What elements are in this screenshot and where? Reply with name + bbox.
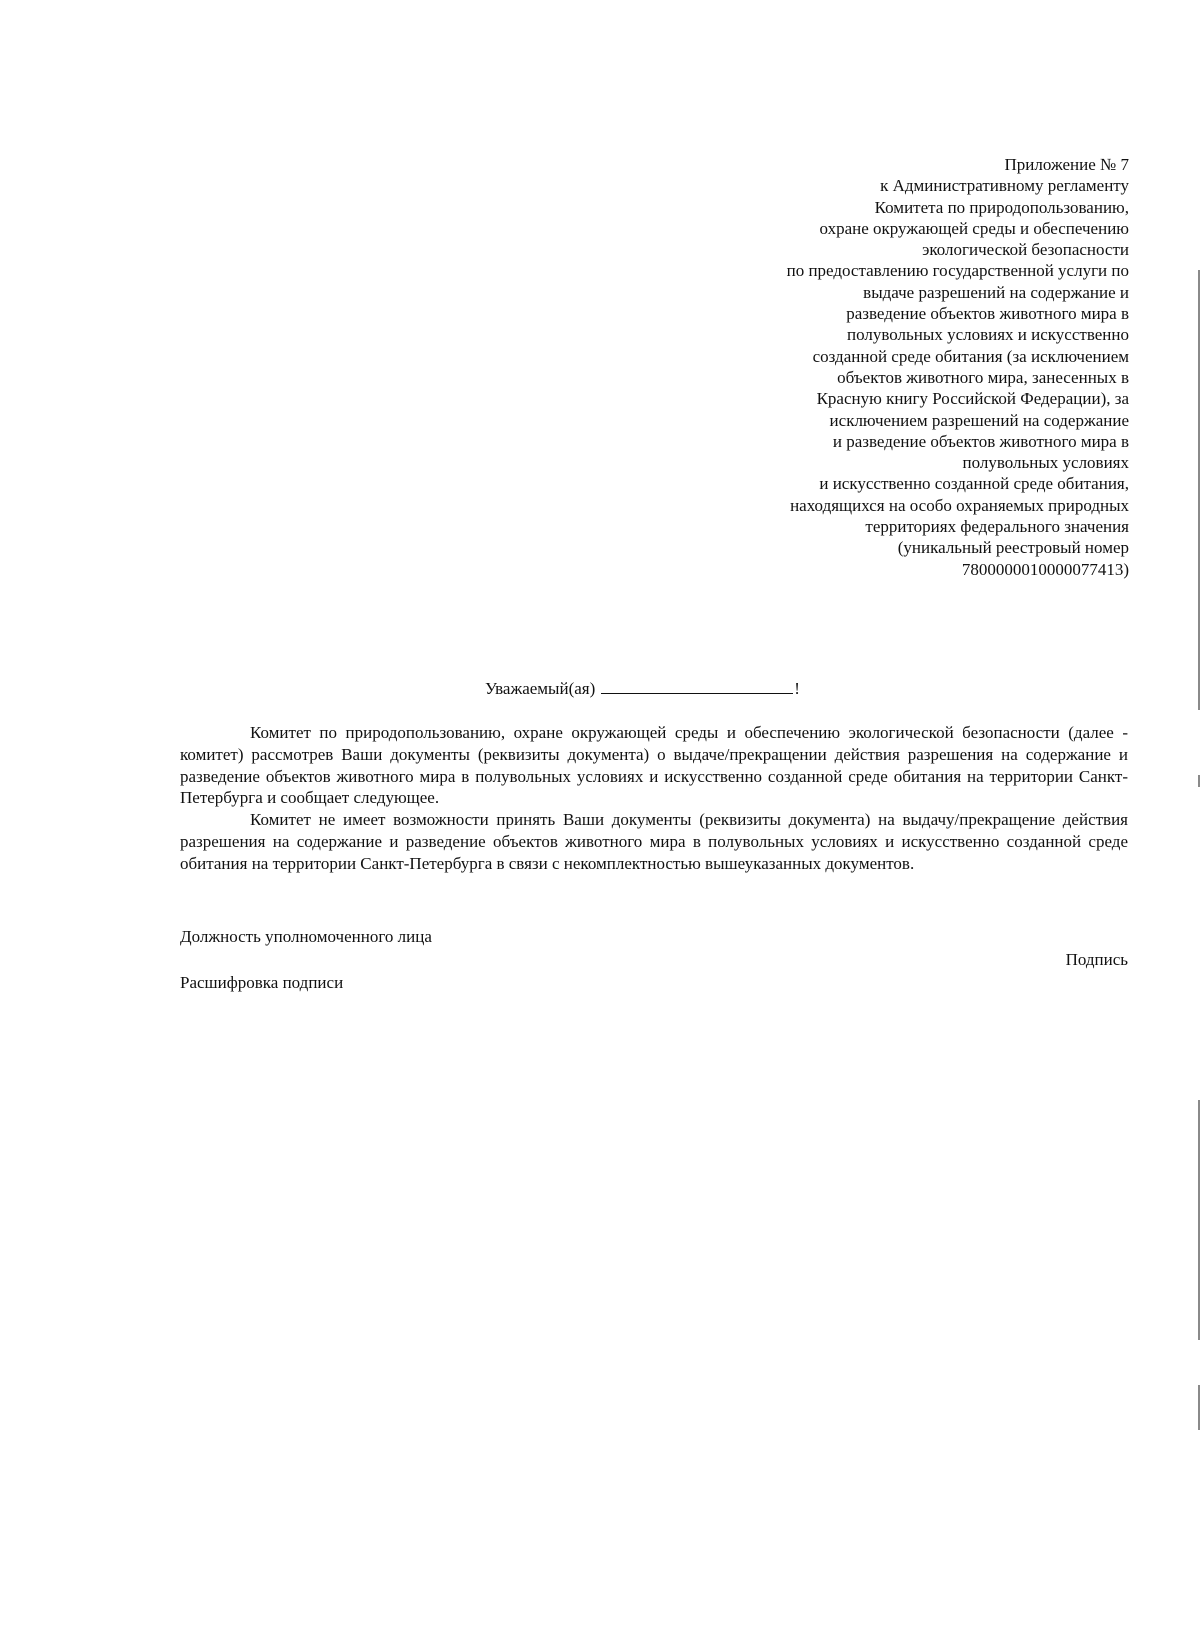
appendix-line: объектов животного мира, занесенных в (837, 367, 1129, 387)
appendix-line: Красную книгу Российской Федерации), за (816, 389, 1129, 409)
appendix-line: (уникальный реестровый номер (897, 538, 1129, 558)
appendix-line: к Административному регламенту (880, 176, 1129, 196)
appendix-line: и разведение объектов животного мира в (832, 431, 1129, 451)
appendix-line: исключением разрешений на содержание (829, 410, 1129, 430)
appendix-line: выдаче разрешений на содержание и (863, 282, 1129, 302)
position-label: Должность уполномоченного лица (180, 927, 432, 946)
appendix-line: и искусственно созданной среде обитания, (819, 474, 1129, 494)
appendix-line: Комитета по природопользованию, (874, 197, 1129, 217)
appendix-line: полувольных условиях и искусственно (847, 325, 1129, 345)
signature-label: Подпись (1065, 950, 1128, 969)
greeting-suffix: ! (794, 679, 800, 698)
appendix-line: территориях федерального значения (865, 517, 1129, 537)
body-paragraph-1: Комитет по природопользованию, охране окружающей среды и обеспечению экологической безопасности (далее - комитет) рассмотрев Ваши документы (реквизиты документа) о выдаче/прекращении действия разрешения на содержание и разведение объектов животного мира в полувольных условиях и искусственно созданной среде обитания на территории Санкт-Петербурга и сообщает следующее. (180, 723, 1128, 808)
letter-body (180, 722, 1128, 875)
addressee-blank-line (601, 677, 793, 694)
appendix-line: 7800000010000077413) (961, 559, 1129, 579)
appendix-line: разведение объектов животного мира в (846, 304, 1129, 324)
appendix-line: созданной среде обитания (за исключением (812, 346, 1129, 366)
greeting-line (485, 677, 800, 700)
appendix-line: охране окружающей среды и обеспечению (819, 218, 1129, 238)
appendix-line: экологической безопасности (922, 240, 1129, 260)
appendix-line: по предоставлению государственной услуги по (786, 261, 1129, 281)
appendix-line: полувольных условиях (962, 453, 1129, 473)
appendix-header (669, 154, 1129, 580)
signature-decode-label: Расшифровка подписи (180, 973, 344, 992)
appendix-line: находящихся на особо охраняемых природных (790, 495, 1129, 515)
body-paragraph-2: Комитет не имеет возможности принять Ваши документы (реквизиты документа) на выдачу/прекращение действия разрешения на содержание и разведение объектов животного мира в полувольных условиях и искусственно созданной среде обитания на территории Санкт-Петербурга в связи с некомплектностью вышеуказанных документов. (180, 810, 1128, 873)
greeting-prefix: Уважаемый(ая) (485, 679, 596, 698)
appendix-line: Приложение № 7 (1004, 155, 1129, 174)
